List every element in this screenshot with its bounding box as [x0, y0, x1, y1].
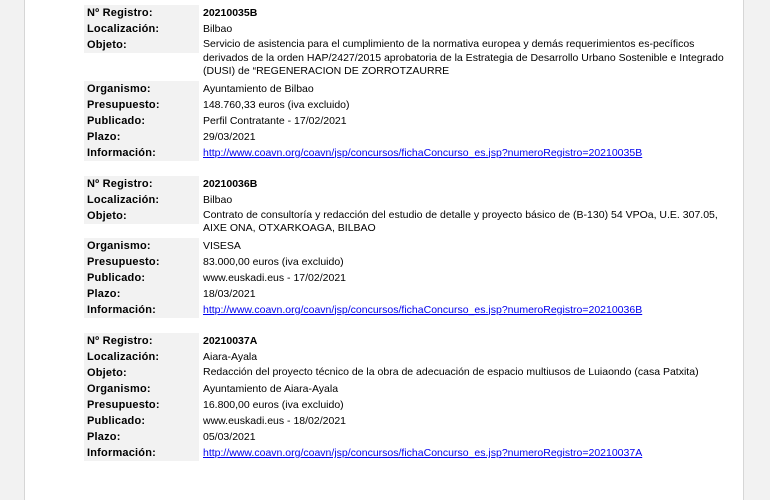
publicado-row [84, 113, 724, 129]
publicado-value: www.euskadi.eus - 18/02/2021 [203, 415, 347, 427]
informacion-row [84, 302, 724, 318]
presupuesto-value: 16.800,00 euros (iva excluido) [203, 399, 344, 411]
registro-label: Nº Registro: [84, 176, 199, 192]
presupuesto-label: Presupuesto: [84, 254, 199, 270]
organismo-label: Organismo: [84, 238, 199, 254]
plazo-row [84, 429, 724, 445]
plazo-label: Plazo: [84, 129, 199, 145]
objeto-row [84, 208, 724, 238]
registro-label: Nº Registro: [84, 333, 199, 349]
informacion-link[interactable]: http://www.coavn.org/coavn/jsp/concursos/fichaConcurso_es.jsp?numeroRegistro=20210035B [203, 146, 643, 159]
publicado-value: Perfil Contratante - 17/02/2021 [203, 114, 347, 127]
organismo-value: VISESA [203, 239, 241, 252]
organismo-value: Ayuntamiento de Aiara-Ayala [203, 383, 339, 395]
informacion-value [199, 445, 724, 461]
informacion-link[interactable]: http://www.coavn.org/coavn/jsp/concursos/fichaConcurso_es.jsp?numeroRegistro=20210037A [203, 447, 643, 459]
publicado-row [84, 413, 724, 429]
record [84, 333, 724, 462]
publicado-value: www.euskadi.eus - 17/02/2021 [203, 271, 347, 284]
plazo-row [84, 129, 724, 145]
informacion-label: Información: [84, 145, 199, 161]
informacion-link[interactable]: http://www.coavn.org/coavn/jsp/concursos/fichaConcurso_es.jsp?numeroRegistro=20210036B [203, 303, 643, 316]
registro-row [84, 333, 724, 349]
plazo-row [84, 286, 724, 302]
objeto-row [84, 37, 724, 81]
organismo-label: Organismo: [84, 81, 199, 97]
plazo-label: Plazo: [84, 429, 199, 445]
organismo-value: Ayuntamiento de Bilbao [203, 82, 314, 95]
objeto-label: Objeto: [84, 208, 199, 224]
localizacion-value: Aiara-Ayala [203, 350, 258, 363]
localizacion-label: Localización: [84, 349, 199, 365]
informacion-label: Información: [84, 302, 199, 318]
objeto-row [84, 365, 724, 382]
plazo-label: Plazo: [84, 286, 199, 302]
informacion-value [199, 302, 724, 318]
organismo-label: Organismo: [84, 381, 199, 397]
objeto-label: Objeto: [84, 365, 199, 381]
organismo-row [84, 81, 724, 97]
localizacion-value: Bilbao [203, 23, 233, 35]
record [84, 5, 724, 161]
informacion-label: Información: [84, 445, 199, 461]
registro-label: Nº Registro: [84, 5, 199, 21]
organismo-row [84, 381, 724, 397]
presupuesto-row [84, 254, 724, 270]
localizacion-row [84, 349, 724, 365]
organismo-row [84, 238, 724, 254]
presupuesto-label: Presupuesto: [84, 397, 199, 413]
publicado-label: Publicado: [84, 113, 199, 129]
plazo-value: 18/03/2021 [203, 287, 256, 300]
localizacion-label: Localización: [84, 192, 199, 208]
presupuesto-row [84, 397, 724, 413]
plazo-value: 29/03/2021 [203, 130, 256, 143]
presupuesto-row [84, 97, 724, 113]
presupuesto-value: 83.000,00 euros (iva excluido) [203, 255, 344, 268]
presupuesto-label: Presupuesto: [84, 97, 199, 113]
informacion-row [84, 445, 724, 461]
objeto-value: Servicio de asistencia para el cumplimiento de la normativa europea y demás requerimientos es-pecíficos derivados de la orden HAP/2427/2015 aprobatoria de la Estrategia de Desarrollo Urbano Sostenible e Integrado (DUSI) de “REGENERACION DE ZORROTZAURRE [203, 38, 724, 77]
objeto-value: Redacción del proyecto técnico de la obra de adecuación de espacio multiusos de Luiaondo (casa Patxita) [203, 365, 699, 378]
publicado-label: Publicado: [84, 270, 199, 286]
record [84, 176, 724, 318]
localizacion-value: Bilbao [203, 193, 233, 206]
presupuesto-value: 148.760,33 euros (iva excluido) [203, 98, 350, 111]
registro-row [84, 176, 724, 192]
registro-value: 20210035B [203, 7, 258, 19]
records-list [84, 5, 724, 476]
informacion-row [84, 145, 724, 161]
publicado-label: Publicado: [84, 413, 199, 429]
registro-row [84, 5, 724, 21]
publicado-row [84, 270, 724, 286]
localizacion-row [84, 21, 724, 37]
registro-value: 20210036B [203, 177, 258, 190]
informacion-value [199, 145, 724, 161]
objeto-label: Objeto: [84, 37, 199, 53]
objeto-value: Contrato de consultoría y redacción del estudio de detalle y proyecto básico de (B-130) 54 VPOa, U.E. 307.05, AIXE ONA, OTXARKOAGA, BILBAO [203, 208, 718, 234]
registro-value: 20210037A [203, 334, 258, 347]
plazo-value: 05/03/2021 [203, 431, 256, 443]
localizacion-row [84, 192, 724, 208]
localizacion-label: Localización: [84, 21, 199, 37]
